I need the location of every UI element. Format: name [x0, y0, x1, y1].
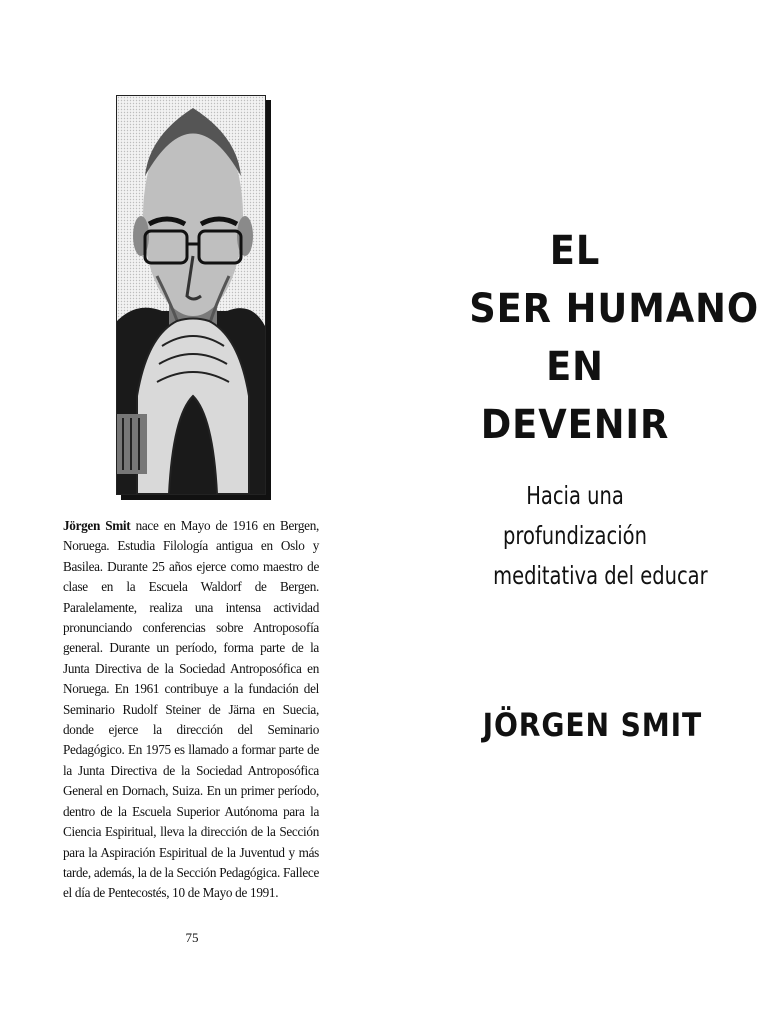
title-line-3: EN: [546, 344, 604, 390]
title-line-4: DEVENIR: [480, 402, 670, 448]
portrait-illustration: [117, 96, 265, 494]
author-portrait: [116, 95, 266, 495]
title-line-1: EL: [549, 228, 601, 274]
bio-author-name: Jörgen Smit: [63, 518, 131, 533]
subtitle-line-1: Hacia una: [526, 481, 624, 510]
author-biography: [63, 516, 319, 904]
title-line-2: SER HUMANO: [469, 286, 760, 332]
book-author: JÖRGEN SMIT: [482, 706, 703, 744]
page-number: 75: [185, 930, 199, 945]
book-title: [469, 222, 760, 454]
bio-text: nace en Mayo de 1916 en Bergen, Noruega. Estudia Filología antigua en Oslo y Basilea. Durante 25 años ejerce como maestro de clase en la Escuela Waldorf de Bergen. Paralelamente, realiza una intensa actividad pronunciando conferencias sobre Antroposofía general. Durante un período, forma parte de la Junta Directiva de la Sociedad Antroposófica en Noruega. En 1961 contribuye a la fundación del Seminario Rudolf Steiner de Järna en Suecia, donde ejerce la dirección del Seminario Pedagógico. En 1975 es llamado a formar parte de la Junta Directiva de la Sociedad Antroposófica General en Dornach, Suiza. En un primer período, dentro de la Escuela Superior Autónoma para la Ciencia Espiritual, lleva la dirección de la Sección para la Aspiración Espiritual de la Juventud y más tarde, además, la de la Sección Pedagógica. Fallece el día de Pentecostés, 10 de Mayo de 1991.: [63, 518, 319, 901]
subtitle-line-2: profundización: [503, 521, 647, 550]
book-subtitle: [493, 476, 708, 596]
subtitle-line-3: meditativa del educar: [493, 561, 708, 590]
